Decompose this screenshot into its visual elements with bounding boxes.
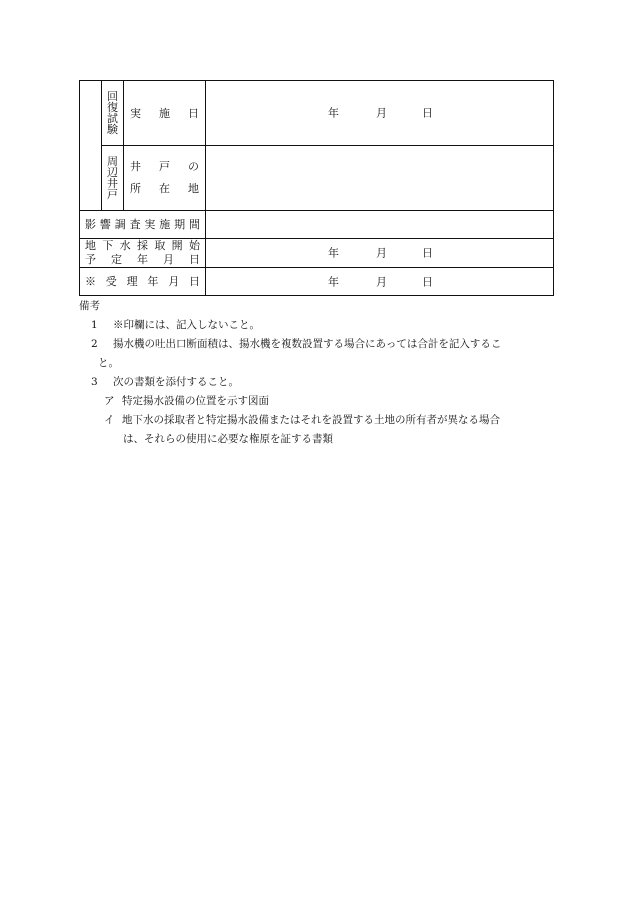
surrounding-well-group-label: 周 辺 井 戸 [102,146,124,211]
remark-sub-item: イ 地下水の採取者と特定揚水設備またはそれを設置する土地の所有者が異なる場合 [104,414,500,426]
application-form-table [79,80,554,296]
row-spacer [80,146,102,211]
groundwater-start-date-field[interactable] [206,239,554,268]
remark-item: 2 揚水機の吐出口断面積は、揚水機を複数設置する場合にあっては合計を記入するこ [91,338,502,350]
remark-sub-item-continuation: は、それらの使用に必要な権原を証する書類 [123,433,333,445]
year-label: 年 [328,106,339,120]
recovery-test-row [80,81,554,146]
impact-survey-row [80,211,554,239]
receipt-date-field [206,268,554,296]
remarks-section [79,297,559,449]
groundwater-start-row [80,239,554,268]
impact-survey-period-field[interactable] [206,211,554,239]
remark-sub-item: ア 特定揚水設備の位置を示す図面 [104,395,269,407]
remark-item-continuation: と。 [98,357,119,369]
implementation-date-label: 実施日 [124,81,206,146]
month-label: 月 [376,106,387,120]
impact-survey-period-label: 影響調査実施期間 [80,211,206,239]
remarks-title: 備考 [79,300,100,312]
remark-item: 1 ※印欄には、記入しないこと。 [91,319,260,331]
month-label: 月 [376,275,387,288]
day-label: 日 [422,246,433,260]
surrounding-well-row [80,146,554,211]
row-spacer [80,81,102,146]
implementation-date-field[interactable] [206,81,554,146]
receipt-date-label: ※受理年月日 [80,268,206,296]
day-label: 日 [422,275,433,288]
day-label: 日 [422,106,433,120]
year-label: 年 [328,275,339,288]
groundwater-start-date-label: 地下水採取開始 予定年月日 [80,239,206,268]
recovery-test-group-label: 回 復 試 験 [102,81,124,146]
year-label: 年 [328,246,339,260]
month-label: 月 [376,246,387,260]
remark-item: 3 次の書類を添付すること。 [91,376,239,388]
receipt-date-row [80,268,554,296]
well-location-field[interactable] [206,146,554,211]
well-location-label: 井戸の 所在地 [124,146,206,211]
